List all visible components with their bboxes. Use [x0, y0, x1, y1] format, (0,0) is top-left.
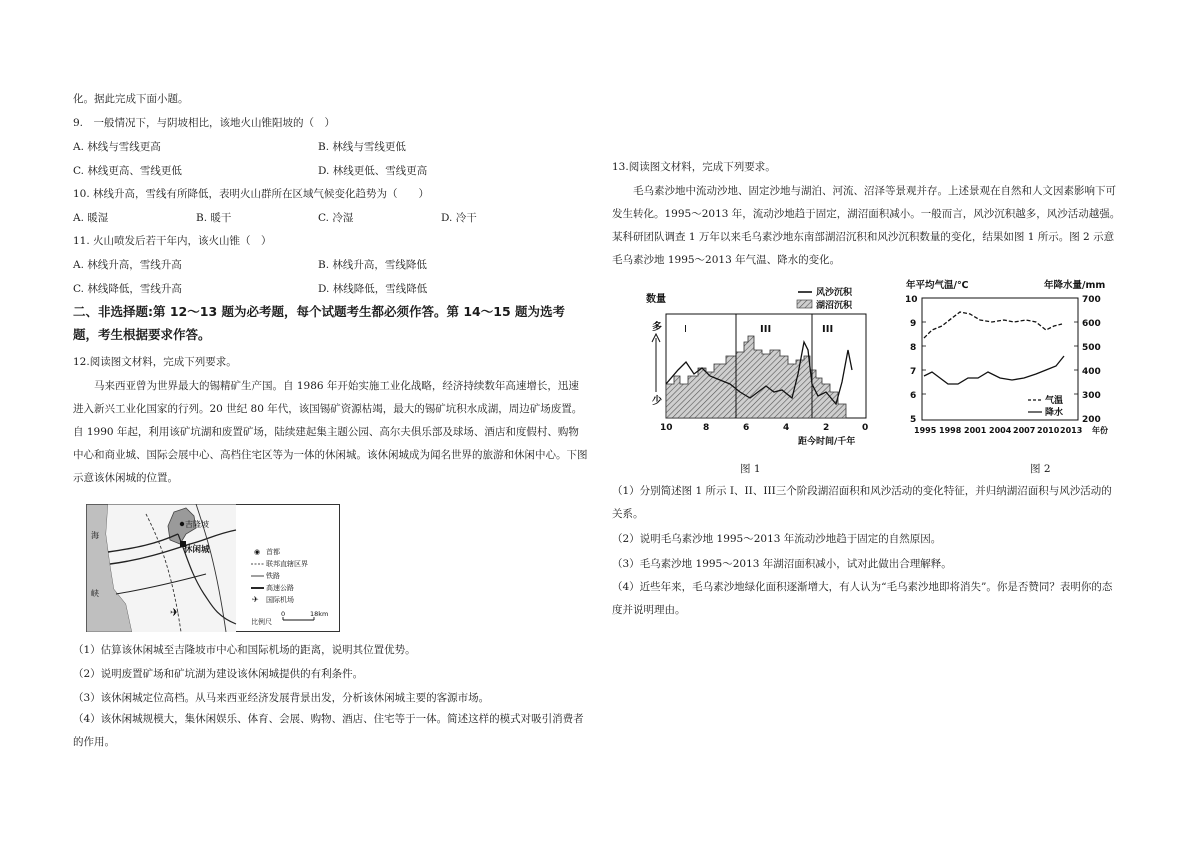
scale-zero: 0: [281, 610, 286, 618]
fig2-lt-6: 6: [910, 391, 917, 401]
q9-option-c: C. 林线更高、雪线更低: [73, 165, 182, 177]
fig1-xtick-2: 2: [823, 423, 830, 433]
q13-item-1: （1）分别简述图 1 所示 I、II、III三个阶段湖沼面积和风沙活动的变化特征，并归纳湖沼面积与风沙活动的关系。: [612, 485, 1112, 520]
legend-railway: 铁路: [266, 572, 280, 580]
fig2-lt-9: 9: [910, 319, 917, 329]
q13-item-4: （4）近些年来，毛乌素沙地绿化面积逐渐增大，有人认为“毛乌素沙地即将消失”。你是否赞同？表明你的态度并说明理由。: [612, 581, 1113, 616]
q10-option-d: D. 冷干: [441, 212, 477, 224]
fig2-rt-200: 200: [1082, 415, 1101, 425]
q10-option-a: A. 暖湿: [73, 212, 109, 224]
q11-option-c: C. 林线降低，雪线升高: [73, 283, 182, 295]
fig1-xtick-8: 8: [703, 423, 710, 433]
q12-header: 12.阅读图文材料，完成下列要求。: [73, 356, 237, 368]
q9-option-b: B. 林线与雪线更低: [318, 141, 406, 153]
capital-dot: [180, 522, 184, 526]
fig2-xlabel: 年份: [1092, 426, 1108, 435]
fig1-xtick-0: 0: [862, 423, 869, 433]
q12-item-3: （3）该休闲城定位高档。从马来西亚经济发展背景出发，分析该休闲城主要的客源市场。: [73, 692, 490, 704]
fig2-legend-temp: 气温: [1045, 396, 1064, 406]
fig2-lt-7: 7: [910, 367, 917, 377]
capital-symbol-icon: ◉: [254, 548, 261, 556]
fig1-xlabel: 距今时间/千年: [798, 437, 856, 447]
q13-item-3: （3）毛乌素沙地 1995～2013 年湖沼面积减小，试对此做出合理解释。: [612, 558, 952, 570]
section-2-heading: 二、非选择题:第 12～13 题为必考题，每个试题考生都必须作答。第 14～15 题为选考题，考生根据要求作答。: [73, 304, 565, 342]
fig1-caption: 图 1: [740, 463, 761, 475]
legend-highway: 高速公路: [266, 584, 294, 592]
fig2-xt-1995: 1995: [914, 426, 937, 435]
q11-option-b: B. 林线升高，雪线降低: [318, 259, 427, 271]
fig1-xticks: [660, 423, 868, 433]
q10-option-b: B. 暖干: [196, 212, 232, 224]
q12-item-2: （2）说明废置矿场和矿坑湖为建设该休闲城提供的有利条件。: [73, 668, 364, 680]
q12-item-1: （1）估算该休闲城至吉隆坡市中心和国际机场的距离，说明其位置优势。: [73, 644, 416, 656]
map-label-city2: 休闲城: [184, 545, 210, 555]
q12-paragraph: 马来西亚曾为世界最大的锡精矿生产国。自 1986 年开始实施工业化战略，经济持续数年高速增长，迅速进入新兴工业化国家的行列。20 世纪 80 年代，该国锡矿资源枯竭，最大的锡矿坑积水成湖，周边矿场废置。自 1990 年起，利用该矿坑湖和废置矿场，陆续建起集主题公园、高尔夫俱乐部及球场、酒店和度假村、购物中心和商业城、国际会展中心、高档住宅区等为一体的休闲城。该休闲城成为闻名世界的旅游和休闲中心。下图示意该休闲城的位置。: [73, 380, 588, 484]
fig1-xtick-6: 6: [743, 423, 750, 433]
legend-capital: 首都: [266, 548, 280, 556]
fig2-rt-400: 400: [1082, 367, 1101, 377]
fig2-ylabel-right: 年降水量/mm: [1044, 280, 1106, 291]
airport-icon: ✈: [170, 606, 180, 619]
map-label-city1: 吉隆坡: [185, 520, 209, 529]
fig2-xt-2001: 2001: [964, 426, 987, 435]
q11-option-d: D. 林线降低，雪线降低: [318, 283, 428, 295]
fig2-xt-1998: 1998: [939, 426, 962, 435]
fig2-caption: 图 2: [1030, 463, 1051, 475]
location-map: [86, 504, 340, 632]
fig2-lt-10: 10: [905, 295, 918, 305]
fig2-lt-8: 8: [910, 343, 917, 353]
q11-stem: 11. 火山喷发后若干年内，该火山锥（ ）: [73, 235, 272, 247]
fig2-right-ticks: [1082, 295, 1101, 425]
q11-option-a: A. 林线升高，雪线升高: [73, 259, 182, 271]
fig2-rt-300: 300: [1082, 391, 1101, 401]
fig1-stage-3: III: [822, 324, 834, 335]
fig1-legend-wind: 风沙沉积: [816, 288, 853, 298]
fig1-xtick-4: 4: [783, 423, 790, 433]
q9-option-d: D. 林线更低、雪线更高: [318, 165, 428, 177]
scale-label: 比例尺: [251, 618, 272, 626]
fig2-lt-5: 5: [910, 415, 917, 425]
fig1-less: 少: [652, 396, 662, 407]
legend-boundary: 联邦直辖区界: [266, 560, 308, 568]
q9-stem: 9. 一般情况下，与阴坡相比，该地火山锥阳坡的（ ）: [73, 117, 336, 129]
figure-2-chart: [902, 276, 1120, 454]
fig1-ylabel: 数量: [646, 294, 666, 305]
fig2-legend-precip: 降水: [1045, 408, 1064, 418]
fig2-rt-700: 700: [1082, 295, 1101, 305]
map-label-sea2: 峡: [91, 589, 99, 598]
q9-option-a: A. 林线与雪线更高: [73, 141, 161, 153]
q13-header: 13.阅读图文材料，完成下列要求。: [612, 161, 776, 173]
map-label-sea1: 海: [91, 531, 99, 540]
fig2-xt-2010: 2010: [1037, 426, 1060, 435]
fig1-more: 多: [652, 322, 662, 333]
q10-stem: 10. 林线升高，雪线有所降低，表明火山群所在区域气候变化趋势为（ ）: [73, 188, 430, 200]
fig2-rt-500: 500: [1082, 343, 1101, 353]
figure-1-chart: [640, 280, 885, 455]
q13-paragraph: 毛乌素沙地中流动沙地、固定沙地与湖泊、河流、沼泽等景观并存。上述景观在自然和人文因素影响下可发生转化。1995～2013 年，流动沙地趋于固定，湖沼面积减小。一般而言，风沙沉积越多，风沙活动越强。某科研团队调查 1 万年以来毛乌素沙地东南部湖沼沉积和风沙沉积数量的变化，结果如图 1 所示。图 2 示意毛乌素沙地 1995～2013 年气温、降水的变化。: [612, 185, 1121, 266]
fig1-xtick-10: 10: [660, 423, 673, 433]
fig2-left-ticks: [905, 295, 918, 425]
q13-item-2: （2）说明毛乌素沙地 1995～2013 年流动沙地趋于固定的自然原因。: [612, 533, 942, 545]
q10-option-c: C. 冷湿: [318, 212, 354, 224]
legend-airport-icon: ✈: [252, 595, 259, 604]
fig2-rt-600: 600: [1082, 319, 1101, 329]
fig1-legend-lake: 湖沼沉积: [816, 301, 853, 311]
intro-line: 化。据此完成下面小题。: [73, 93, 189, 105]
fig1-stage-1: I: [684, 324, 687, 335]
fig2-ylabel-left: 年平均气温/℃: [906, 280, 969, 291]
fig2-xt-2007: 2007: [1013, 426, 1036, 435]
q12-item-4: （4）该休闲城规模大，集休闲娱乐、体育、会展、购物、酒店、住宅等于一体。简述这样的模式对吸引消费者的作用。: [73, 713, 584, 748]
fig2-xt-2013: 2013: [1060, 426, 1083, 435]
fig2-xticks: [914, 426, 1082, 435]
legend-airport: 国际机场: [266, 596, 294, 604]
fig2-xt-2004: 2004: [989, 426, 1012, 435]
fig1-stage-2: III: [760, 324, 772, 335]
scale-value: 18km: [310, 610, 329, 618]
